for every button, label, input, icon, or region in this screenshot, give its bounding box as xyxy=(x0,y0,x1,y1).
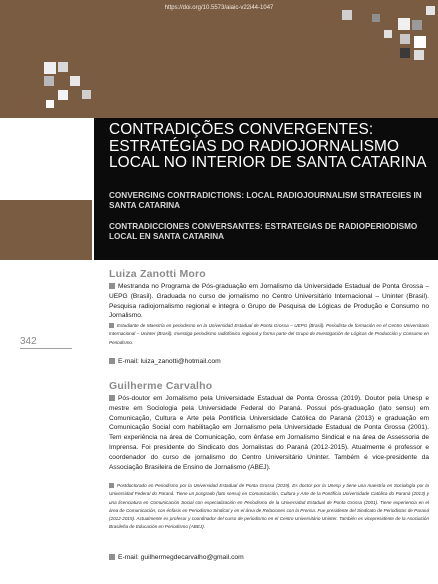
author-bio-pt xyxy=(109,394,429,472)
author-bio-es xyxy=(109,322,429,347)
decorative-square xyxy=(384,30,392,38)
decorative-square xyxy=(412,20,422,30)
bullet-icon xyxy=(109,483,114,488)
decorative-square xyxy=(46,100,54,108)
decorative-square xyxy=(82,90,91,99)
decorative-square xyxy=(398,18,410,30)
author-bio-pt-text: Pós-doutor em Jornalismo pela Universidade Estadual de Ponta Grossa (2019). Doutor pela Unesp e mestre em Sociologia pela Universidade Federal do Paraná. Possui pós-graduação (lato sensu) em Comunicação, Cultura e Arte pela Pontifícia Universidade Católica do Paraná (2013) e graduação em Comunicação Social com habilitação em Jornalismo pela Universidade Estadual de Ponta Grossa (2001). Tem experiência na área de Comunicação, com ênfase em Jornalismo Sindical e na área de Assessoria de Imprensa. Foi presidente do Sindicato dos Jornalistas do Paraná (2012-2015). Atualmente é professor e coordenador do curso de jornalismo do Centro Universitário Uninter. Também é vice-presidente da Associação Brasileira de Ensino de Jornalismo (ABEJ). xyxy=(109,395,429,471)
decorative-square xyxy=(400,34,410,44)
decorative-square xyxy=(426,6,435,15)
author-bio-pt-text: Mestranda no Programa de Pós-graduação em Jornalismo da Universidade Estadual de Ponta Grossa – UEPG (Brasil). Graduada no curso de jornalismo no Centro Universitário Internacional – Uninter (Brasil). Pesquisa radiojornalismo regional e integra o Grupo de Pesquisa de Lógicas de Produção e Consumo no Jornalismo. xyxy=(109,283,429,320)
author-bio-es-text: Postdoctorado en Periodismo por la Universidad Estadual de Ponta Grossa (2019). Es doctor por la Unesp y tiene una maestría en Sociología por la Universidad Federal do Paraná. Tiene un posgrado (lato sensu) en Comunicación, Cultura y Arte de la Pontifícia Universidade Católica do Paraná (2013) y una licenciatura en Comunicación Social con especialización en Periodismo de la Universidad Estadual de Ponta Grossa (2001). Tiene experiencia en el área de Comunicación, con énfasis en Periodismo Sindical y en el área de Relaciones con la Prensa. Fue presidente del Sindicato de Periodistas de Paraná (2012-2015). Actualmente es profesor y coordinador del curso de periodismo en el Centro Universitário Uninter. También es vicepresidente de la Asociación Brasileña de Educación en Periodismo (ABEJ). xyxy=(109,483,429,530)
decorative-square xyxy=(414,50,424,60)
bullet-icon xyxy=(109,283,115,289)
author-bio-pt xyxy=(109,282,429,321)
article-title-en: CONVERGING CONTRADICTIONS: LOCAL RADIOJOURNALISM STRATEGIES IN SANTA CATARINA xyxy=(109,191,422,210)
bullet-icon xyxy=(109,358,115,364)
author-email[interactable] xyxy=(109,358,221,365)
bullet-icon xyxy=(109,395,115,401)
page-number-rule xyxy=(20,348,72,349)
decorative-block xyxy=(0,200,92,260)
decorative-square xyxy=(44,76,54,86)
decorative-square xyxy=(70,76,80,86)
author-email-text[interactable]: E-mail: guilhermegdecarvalho@gmail.com xyxy=(118,554,244,561)
decorative-square xyxy=(372,14,380,22)
decorative-square xyxy=(342,10,352,20)
decorative-square xyxy=(400,48,410,58)
bullet-icon xyxy=(109,323,114,328)
author-bio-es xyxy=(109,482,429,532)
bullet-icon xyxy=(109,554,115,560)
decorative-square xyxy=(414,36,426,48)
author-name: Luiza Zanotti Moro xyxy=(109,268,206,280)
article-title-es: CONTRADICCIONES CONVERSANTES: ESTRATEGIAS DE RADIOPERIODISMO LOCAL EN SANTA CATARINA xyxy=(109,222,418,241)
decorative-square xyxy=(58,90,68,100)
author-email[interactable] xyxy=(109,554,244,561)
page-number: 342 xyxy=(20,336,37,347)
article-title-pt: CONTRADIÇÕES CONVERGENTES: ESTRATÉGIAS DO RADIOJORNALISMO LOCAL NO INTERIOR DE SANTA CATARINA xyxy=(109,121,427,172)
decorative-square xyxy=(44,62,56,74)
header-band xyxy=(0,0,438,118)
author-name: Guilherme Carvalho xyxy=(109,380,213,392)
author-email-text[interactable]: E-mail: luiza_zanotti@hotmail.com xyxy=(118,358,221,365)
author-bio-es-text: Estudiante de Maestría en periodismo en la Universidad Estadual de Ponta Grossa – UEPG (Brasil). Periodista de formación en el Centro Universitario Internacional – Uninter (Brasil). Investiga periodismo radiofónico regional y forma parte del Grupo de Investigación de Lógicas de Producción y Consumo en Periodismo. xyxy=(109,323,429,345)
decorative-square xyxy=(58,62,68,72)
doi-link[interactable]: https://doi.org/10.5573/aiaic-v22i44-1047 xyxy=(164,5,274,11)
